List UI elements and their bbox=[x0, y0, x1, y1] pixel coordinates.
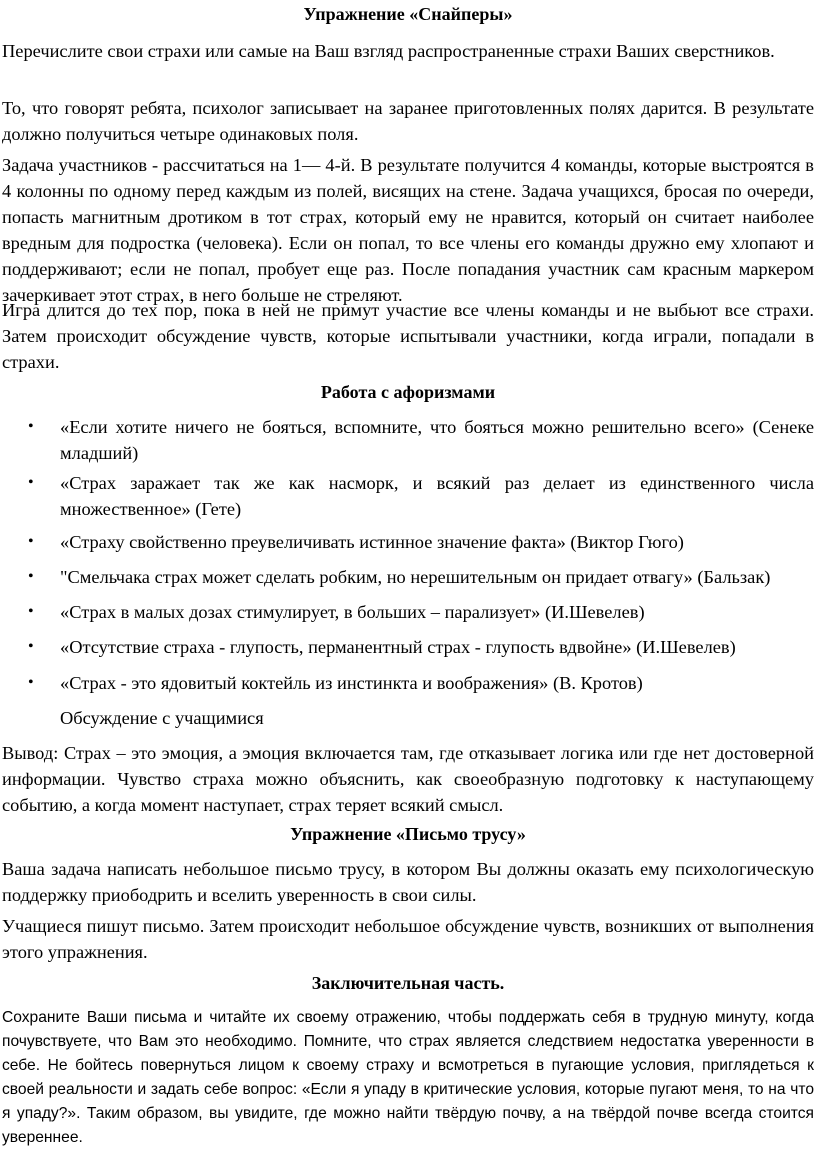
aphorism-text: «Страх в малых дозах стимулирует, в больших – парализует» (И.Шевелев) bbox=[60, 602, 645, 622]
snipers-title: Упражнение «Снайперы» bbox=[303, 4, 513, 24]
discussion-note: Обсуждение с учащимися bbox=[60, 708, 264, 728]
final-title: Заключительная часть. bbox=[311, 973, 505, 993]
bullet-icon: • bbox=[28, 568, 34, 585]
snipers-paragraph-3: Задача участников - рассчитаться на 1— 4-й. В результате получится 4 команды, которые выстроятся в 4 колонны по одному перед каждым из полей, висящих на стене. Задача учащихся, бросая по очереди, попасть магнитным дротиком в тот страх, который ему не нравится, который он считает наиболее вредным для подростка (человека). Если он попал, то все члены его команды дружно ему хлопают и поддерживают; если не попал, пробует еще раз. После попадания участник сам красным маркером зачеркивает этот страх, в него больше не стреляют. bbox=[2, 155, 814, 305]
aphorism-text: "Смельчака страх может сделать робким, но нерешительным он придает отвагу» (Бальзак) bbox=[60, 567, 771, 587]
aphorism-text: «Страху свойственно преувеличивать истинное значение факта» (Виктор Гюго) bbox=[60, 532, 684, 552]
letter-paragraph-2: Учащиеся пишут письмо. Затем происходит небольшое обсуждение чувств, возникших от выполнения этого упражнения. bbox=[2, 916, 814, 962]
aphorism-item bbox=[0, 634, 816, 660]
aphorism-item bbox=[0, 599, 816, 625]
aphorism-item bbox=[0, 564, 816, 590]
bullet-icon: • bbox=[28, 603, 34, 620]
aphorism-item bbox=[0, 670, 816, 696]
aphorism-text: «Страх заражает так же как насморк, и всякий раз делает из единственного числа множественное» (Гете) bbox=[60, 473, 814, 519]
letter-paragraph-1: Ваша задача написать небольшое письмо трусу, в котором Вы должны оказать ему психологическую поддержку приободрить и вселить уверенность в свои силы. bbox=[2, 859, 814, 905]
aphorism-text: «Отсутствие страха - глупость, перманентный страх - глупость вдвойне» (И.Шевелев) bbox=[60, 637, 736, 657]
bullet-icon: • bbox=[28, 674, 34, 691]
aphorism-item bbox=[0, 470, 816, 522]
bullet-icon: • bbox=[28, 474, 34, 491]
snipers-paragraph-4: Игра длится до тех пор, пока в ней не примут участие все члены команды и не выбьют все страхи. Затем происходит обсуждение чувств, которые испытывали участники, когда играли, попадали в страхи. bbox=[2, 300, 814, 372]
conclusion-paragraph: Вывод: Страх – это эмоция, а эмоция включается там, где отказывает логика или где нет достоверной информации. Чувство страха можно объяснить, как своеобразную подготовку к наступающему событию, а когда момент наступает, страх теряет всякий смысл. bbox=[2, 743, 814, 815]
aphorisms-title: Работа с афоризмами bbox=[320, 382, 496, 402]
snipers-paragraph-2: То, что говорят ребята, психолог записывает на заранее приготовленных полях дарится. В результате должно получиться четыре одинаковых поля. bbox=[2, 98, 814, 144]
letter-title: Упражнение «Письмо трусу» bbox=[290, 824, 526, 844]
aphorism-text: «Если хотите ничего не бояться, вспомните, что бояться можно решительно всего» (Сенеке младший) bbox=[60, 417, 814, 463]
final-paragraph: Сохраните Ваши письма и читайте их своему отражению, чтобы поддержать себя в трудную минуту, когда почувствуете, что Вам это необходимо. Помните, что страх является следствием недостатка уверенности в себе. Не бойтесь повернуться лицом к своему страху и всмотреться в пугающие условия, приглядеться к своей реальности и задать себе вопрос: «Если я упаду в критические условия, которые пугают меня, то на что я упаду?». Таким образом, вы увидите, где можно найти твёрдую почву, а на твёрдой почве всегда стоится увереннее. bbox=[2, 1009, 814, 1146]
aphorism-text: «Страх - это ядовитый коктейль из инстинкта и воображения» (В. Кротов) bbox=[60, 673, 643, 693]
bullet-icon: • bbox=[28, 418, 34, 435]
bullet-icon: • bbox=[28, 533, 34, 550]
snipers-paragraph-1: Перечислите свои страхи или самые на Ваш взгляд распространенные страхи Ваших сверстников. bbox=[2, 41, 775, 61]
aphorism-item bbox=[0, 529, 816, 555]
aphorism-item bbox=[0, 414, 816, 466]
bullet-icon: • bbox=[28, 638, 34, 655]
